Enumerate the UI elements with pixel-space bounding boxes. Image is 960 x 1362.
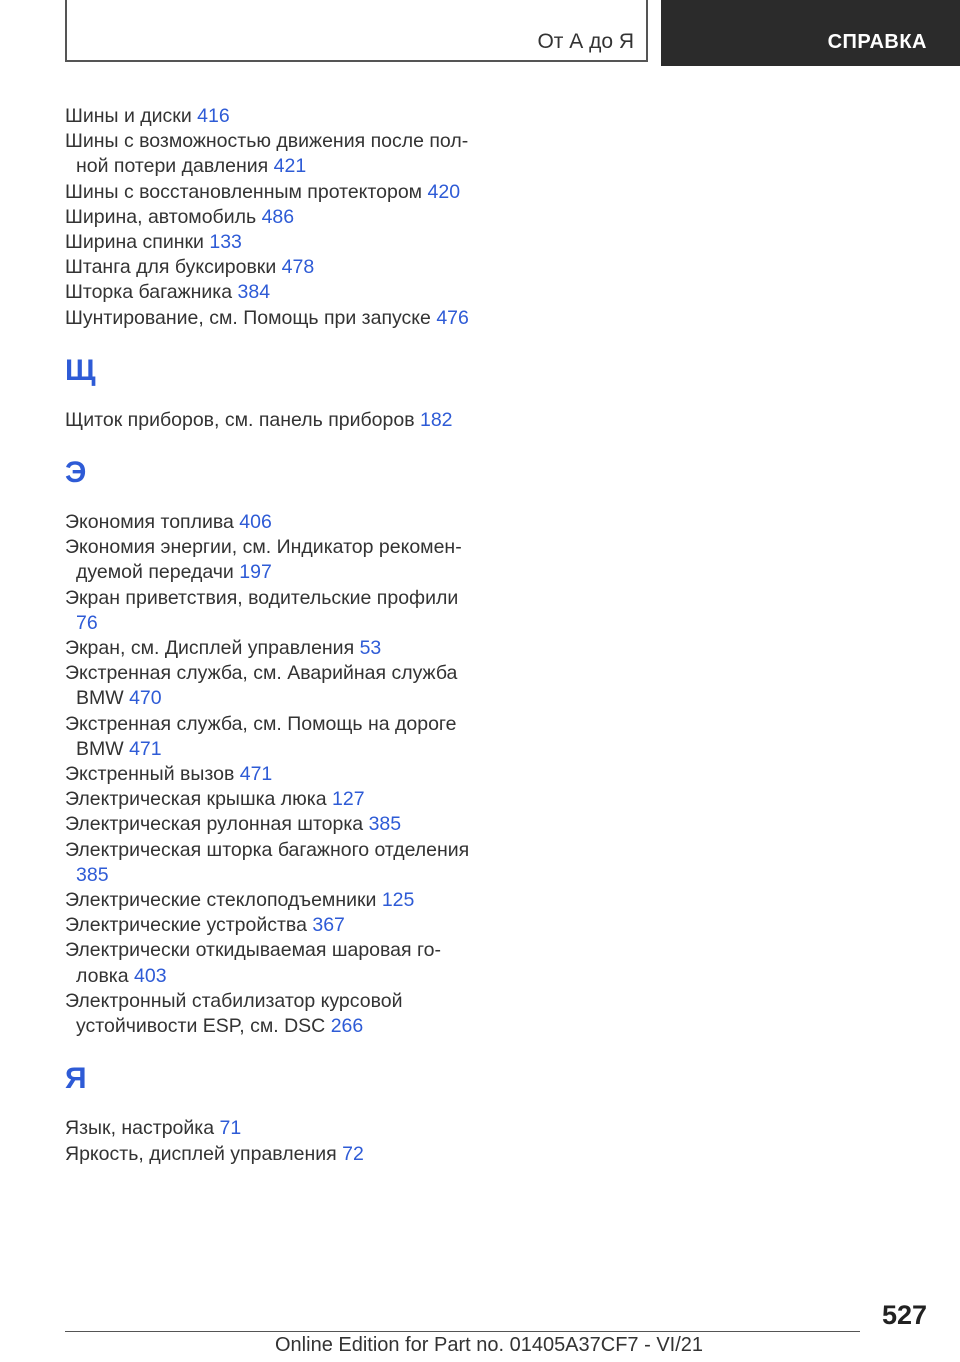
- index-entry: [65, 838, 485, 888]
- entry-text: Экстренный вызов: [65, 763, 235, 786]
- index-entry: [65, 1142, 485, 1167]
- index-entry: [65, 408, 485, 433]
- entry-text: Штанга для буксировки: [65, 256, 277, 279]
- entry-page-link[interactable]: 182: [419, 408, 453, 431]
- entry-text: Электрическая крышка люка: [65, 788, 327, 811]
- index-list: [65, 104, 485, 1167]
- entry-text: Ширина спинки: [65, 231, 204, 254]
- index-entry: [65, 280, 485, 305]
- entry-text: Шторка багажника: [65, 281, 233, 304]
- entry-page-link[interactable]: 71: [219, 1117, 242, 1140]
- entry-text: Язык, настройка: [65, 1117, 215, 1140]
- index-group-shch: [65, 408, 485, 433]
- entry-text: Экран, см. Дисплей управления: [65, 637, 355, 660]
- index-entry: [65, 1116, 485, 1141]
- index-entry: [65, 129, 485, 179]
- entry-page-link[interactable]: 470: [129, 687, 162, 710]
- entry-text: Электрически откидываемая шаровая головка: [65, 939, 442, 987]
- index-entry: [65, 989, 485, 1039]
- entry-page-link[interactable]: 471: [129, 737, 162, 760]
- entry-text: Экономия топлива: [65, 511, 234, 534]
- entry-page-link[interactable]: 385: [368, 813, 402, 836]
- chapter-tab: [661, 0, 960, 66]
- index-group-e: [65, 510, 485, 1039]
- entry-text: Экстренная служба, см. Аварийная служба BMW: [65, 662, 458, 710]
- index-entry: [65, 712, 485, 762]
- entry-page-link[interactable]: 127: [332, 788, 365, 811]
- entry-page-link[interactable]: 133: [209, 231, 242, 254]
- entry-text: Шины с возможностью движения после полной потери давления: [65, 130, 469, 178]
- index-entry: [65, 205, 485, 230]
- entry-text: Электрическая шторка багажного отделения: [65, 838, 470, 861]
- index-entry: [65, 938, 485, 988]
- entry-page-link[interactable]: 486: [261, 205, 295, 228]
- index-entry: [65, 762, 485, 787]
- index-entry: [65, 636, 485, 661]
- entry-text: Электрические устройства: [65, 914, 307, 937]
- entry-text: Электронный стабилизатор курсовой устойчивости ESP, см. DSC: [65, 989, 403, 1038]
- entry-text: Электрическая рулонная шторка: [65, 813, 364, 836]
- entry-page-link[interactable]: 406: [239, 511, 272, 534]
- index-entry: [65, 812, 485, 837]
- index-entry: [65, 306, 485, 331]
- index-entry: [65, 535, 485, 585]
- entry-page-link[interactable]: 72: [342, 1142, 364, 1165]
- page-header: [0, 0, 960, 66]
- index-letter-ya: Я: [65, 1062, 87, 1096]
- entry-page-link[interactable]: 367: [312, 914, 345, 937]
- edition-note: Online Edition for Part no. 01405A37CF7 - VI/21: [275, 1334, 704, 1356]
- entry-text: Щиток приборов, см. панель приборов: [65, 408, 415, 431]
- entry-text: Экстренная служба, см. Помощь на дороге BMW: [65, 712, 457, 760]
- entry-page-link[interactable]: 420: [427, 180, 461, 203]
- index-letter-shch: Щ: [65, 353, 96, 387]
- entry-page-link[interactable]: 266: [330, 1015, 364, 1038]
- index-entry: [65, 255, 485, 280]
- entry-page-link[interactable]: 385: [76, 863, 109, 886]
- index-entry: [65, 913, 485, 938]
- chapter-title: СПРАВКА: [827, 31, 927, 53]
- index-entry: [65, 787, 485, 812]
- index-entry: [65, 888, 485, 913]
- entry-page-link[interactable]: 471: [239, 763, 273, 786]
- index-letter-e: Э: [65, 456, 87, 490]
- entry-page-link[interactable]: 384: [237, 281, 271, 304]
- index-group-ya: [65, 1116, 485, 1166]
- entry-text: Шунтирование, см. Помощь при запуске: [65, 306, 431, 329]
- index-entry: [65, 586, 485, 636]
- section-tab: [65, 0, 648, 62]
- entry-page-link[interactable]: 476: [436, 306, 469, 329]
- entry-page-link[interactable]: 478: [281, 256, 315, 279]
- entry-page-link[interactable]: 197: [239, 561, 272, 584]
- entry-text: Ширина, автомобиль: [65, 205, 257, 228]
- entry-page-link[interactable]: 416: [197, 105, 230, 127]
- entry-text: Яркость, дисплей управления: [65, 1142, 337, 1165]
- index-entry: [65, 104, 485, 129]
- entry-text: Электрические стеклоподъемники: [65, 889, 377, 912]
- index-entry: [65, 180, 485, 205]
- footer-divider: [65, 1331, 860, 1332]
- page-number: 527: [881, 1300, 927, 1330]
- entry-page-link[interactable]: 403: [134, 964, 167, 987]
- section-title: От А до Я: [537, 30, 634, 53]
- index-entry: [65, 230, 485, 255]
- entry-page-link[interactable]: 125: [381, 889, 415, 912]
- entry-page-link[interactable]: 53: [359, 637, 382, 660]
- index-entry: [65, 510, 485, 535]
- entry-text: Экономия энергии, см. Индикатор рекомендуемой передачи: [65, 536, 462, 584]
- entry-page-link[interactable]: 421: [273, 155, 307, 178]
- entry-text: Шины и диски: [65, 105, 192, 127]
- index-group-sh: [65, 104, 485, 331]
- entry-text: Шины с восстановленным протектором: [65, 180, 423, 203]
- index-entry: [65, 661, 485, 711]
- entry-text: Экран приветствия, водительские профили: [65, 586, 459, 609]
- entry-page-link[interactable]: 76: [76, 611, 98, 634]
